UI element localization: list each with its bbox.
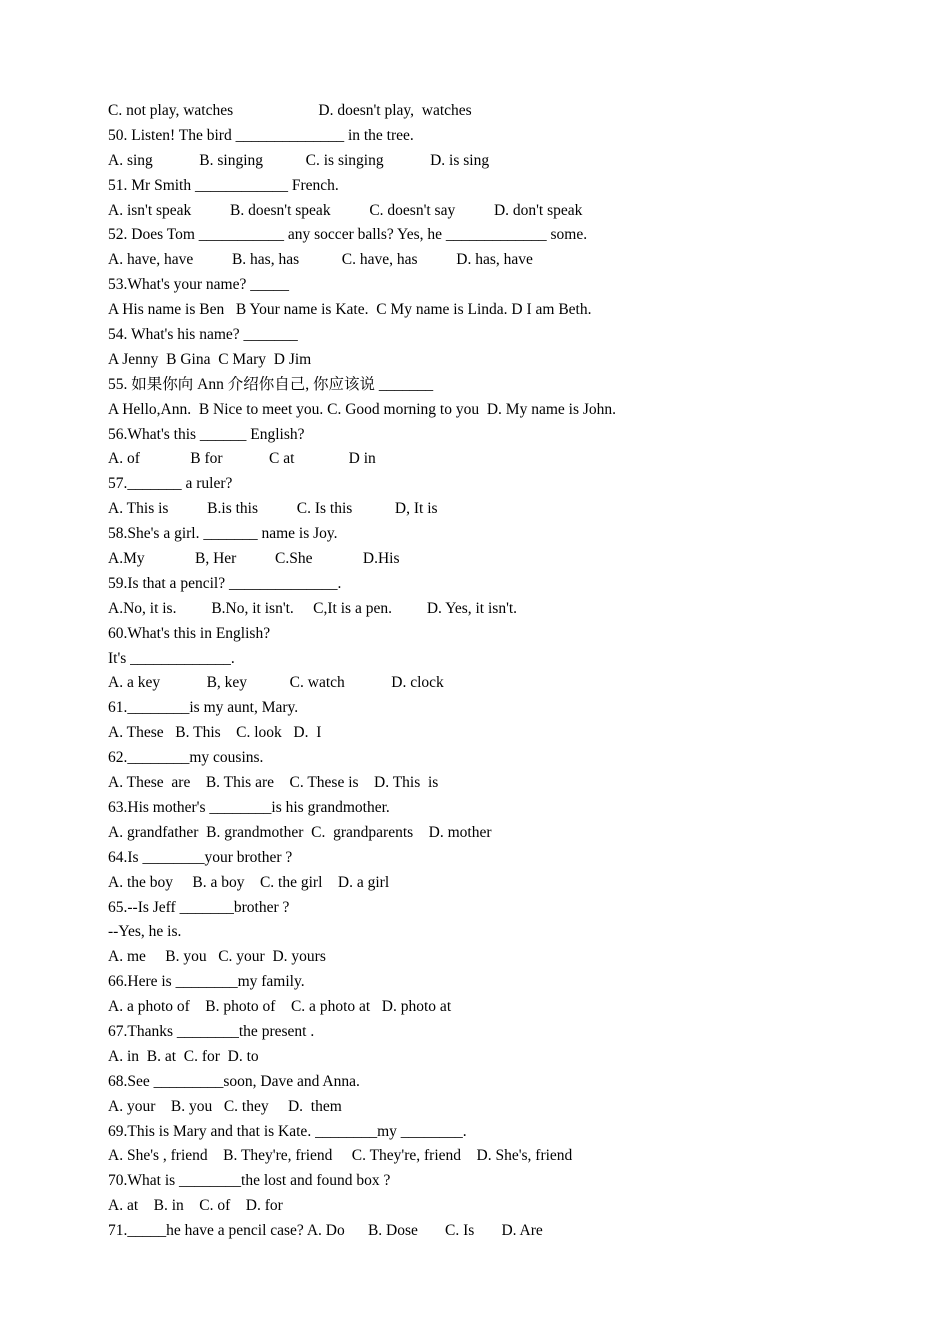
options-line: A. me B. you C. your D. yours — [108, 948, 326, 966]
options-line: A. a key B, key C. watch D. clock — [108, 674, 444, 692]
question-line: 67.Thanks ________the present . — [108, 1022, 315, 1040]
question-line: 65.--Is Jeff _______brother ? — [108, 898, 290, 916]
options-line: A. isn't speak B. doesn't speak C. doesn't say D. don't speak — [108, 201, 583, 219]
question-line: 68.See _________soon, Dave and Anna. — [108, 1072, 360, 1090]
options-line: A. grandfather B. grandmother C. grandparents D. mother — [108, 823, 492, 841]
question-line: 66.Here is ________my family. — [108, 973, 305, 991]
options-line: A. your B. you C. they D. them — [108, 1097, 342, 1115]
options-line: A. This is B.is this C. Is this D, It is — [108, 500, 438, 518]
question-line: 55. 如果你向 Ann 介绍你自己, 你应该说 _______ — [108, 375, 434, 393]
question-line: 63.His mother's ________is his grandmother. — [108, 798, 390, 816]
options-line: A. in B. at C. for D. to — [108, 1047, 259, 1065]
options-line: A Jenny B Gina C Mary D Jim — [108, 350, 312, 368]
options-line: A. have, have B. has, has C. have, has D. has, have — [108, 251, 533, 269]
options-line: A. sing B. singing C. is singing D. is sing — [108, 151, 490, 169]
question-line: --Yes, he is. — [108, 923, 182, 941]
question-line: 52. Does Tom ___________ any soccer balls? Yes, he _____________ some. — [108, 226, 588, 244]
question-line: 62.________my cousins. — [108, 749, 264, 767]
question-line: 50. Listen! The bird ______________ in the tree. — [108, 126, 414, 144]
options-line: A. These B. This C. look D. I — [108, 724, 322, 742]
question-line: 57._______ a ruler? — [108, 475, 233, 493]
question-line: 70.What is ________the lost and found box ? — [108, 1172, 391, 1190]
options-line: A. the boy B. a boy C. the girl D. a girl — [108, 873, 390, 891]
options-line: A. a photo of B. photo of C. a photo at D. photo at — [108, 998, 452, 1016]
question-line: 69.This is Mary and that is Kate. ________my ________. — [108, 1122, 467, 1140]
options-line: A. of B for C at D in — [108, 450, 376, 468]
options-line: A.No, it is. B.No, it isn't. C,It is a pen. D. Yes, it isn't. — [108, 599, 518, 617]
question-line: 59.Is that a pencil? ______________. — [108, 574, 342, 592]
options-line: A. She's , friend B. They're, friend C. They're, friend D. She's, friend — [108, 1147, 573, 1165]
question-line: 71._____he have a pencil case? A. Do B. Dose C. Is D. Are — [108, 1222, 543, 1240]
question-line: 51. Mr Smith ____________ French. — [108, 176, 339, 194]
text-line: C. not play, watches D. doesn't play, watches — [108, 102, 472, 119]
options-line: A.My B, Her C.She D.His — [108, 550, 400, 568]
question-line: 58.She's a girl. _______ name is Joy. — [108, 525, 338, 543]
options-line: A. at B. in C. of D. for — [108, 1197, 283, 1215]
question-line: It's _____________. — [108, 649, 235, 667]
document-page — [108, 99, 908, 1244]
question-line: 64.Is ________your brother ? — [108, 848, 293, 866]
question-line: 60.What's this in English? — [108, 624, 271, 642]
options-line: A His name is Ben B Your name is Kate. C My name is Linda. D I am Beth. — [108, 301, 592, 319]
question-line: 54. What's his name? _______ — [108, 326, 298, 344]
options-line: A. These are B. This are C. These is D. This is — [108, 774, 439, 792]
options-line: A Hello,Ann. B Nice to meet you. C. Good morning to you D. My name is John. — [108, 400, 617, 418]
question-line: 61.________is my aunt, Mary. — [108, 699, 299, 717]
question-line: 56.What's this ______ English? — [108, 425, 305, 443]
question-line: 53.What's your name? _____ — [108, 276, 289, 294]
